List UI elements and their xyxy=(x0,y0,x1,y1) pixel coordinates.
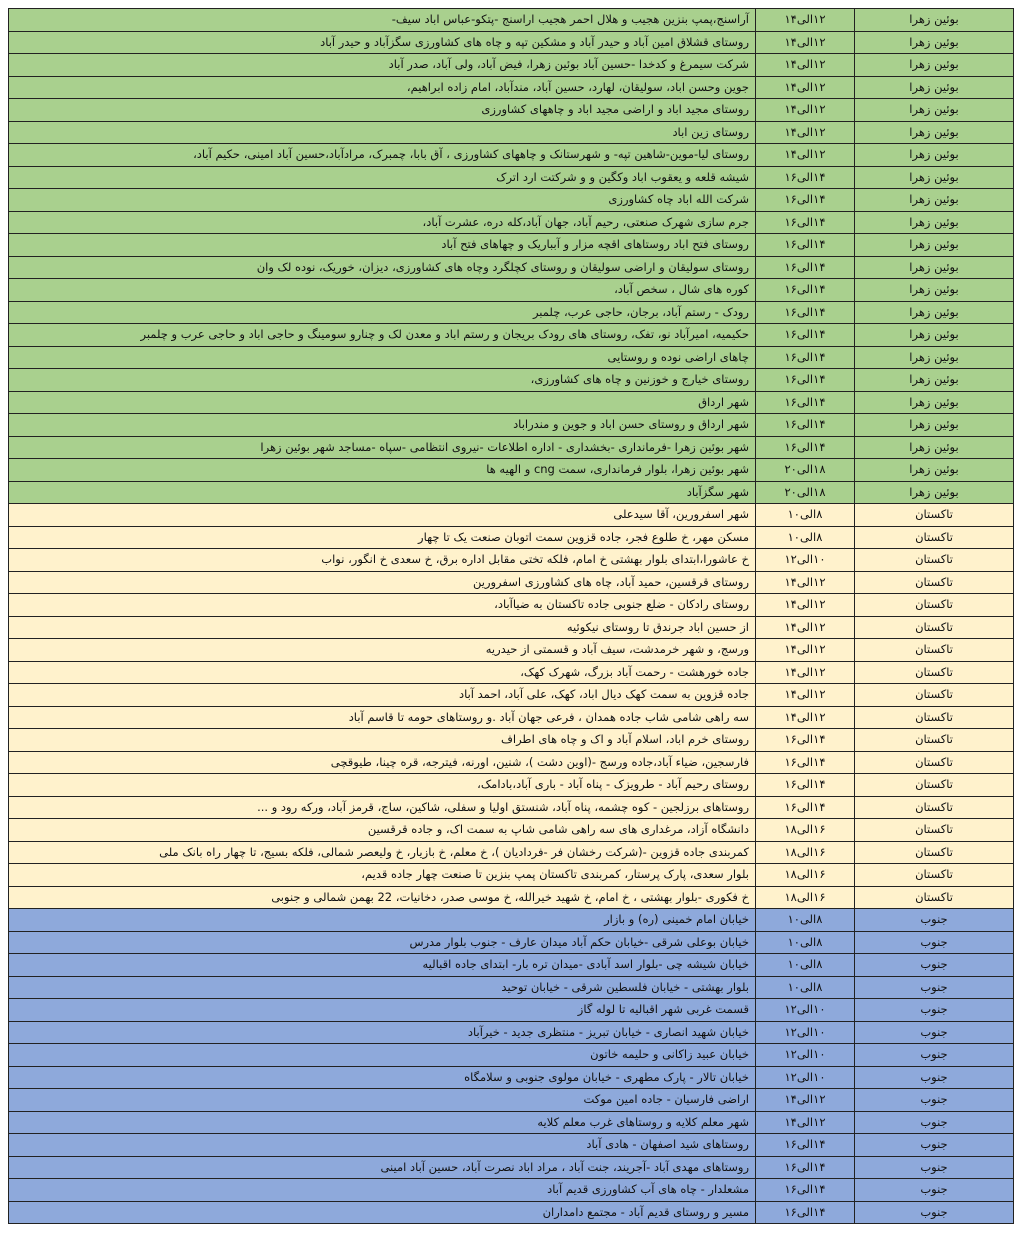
area-description-cell: بلوار بهشتی - خیابان فلسطین شرقی - خیابان توحید xyxy=(9,976,756,999)
region-cell: جنوب xyxy=(855,931,1014,954)
table-row xyxy=(9,234,1014,257)
region-cell: تاکستان xyxy=(855,639,1014,662)
area-description-cell: بلوار سعدی، پارک پرستار، کمربندی تاکستان پمپ بنزین تا صنعت چهار جاده قدیم، xyxy=(9,864,756,887)
region-cell: تاکستان xyxy=(855,841,1014,864)
region-cell: تاکستان xyxy=(855,796,1014,819)
area-description-cell: روستای خرم اباد، اسلام آباد و اک و چاه های اطراف xyxy=(9,729,756,752)
area-description-cell: اراضی فارسیان - جاده امین موکت xyxy=(9,1089,756,1112)
area-description-cell: چاهای اراضی نوده و روستایی xyxy=(9,346,756,369)
region-cell: جنوب xyxy=(855,976,1014,999)
area-description-cell: روستای زین اباد xyxy=(9,121,756,144)
time-range-cell: ۱۲الی۱۴ xyxy=(756,594,855,617)
table-row xyxy=(9,751,1014,774)
time-range-cell: ۱۲الی۱۴ xyxy=(756,684,855,707)
area-description-cell: جرم سازی شهرک صنعتی، رحیم آباد، جهان آباد،کله دره، عشرت آباد، xyxy=(9,211,756,234)
time-range-cell: ۱۰الی۱۲ xyxy=(756,999,855,1022)
region-cell: بوئین زهرا xyxy=(855,369,1014,392)
area-description-cell: روستای مجید اباد و اراضی مجید اباد و چاههای کشاورزی xyxy=(9,99,756,122)
region-cell: بوئین زهرا xyxy=(855,391,1014,414)
table-row xyxy=(9,369,1014,392)
table-row xyxy=(9,796,1014,819)
area-description-cell: قسمت غربی شهر اقبالیه تا لوله گاز xyxy=(9,999,756,1022)
table-row xyxy=(9,616,1014,639)
region-cell: جنوب xyxy=(855,909,1014,932)
region-cell: جنوب xyxy=(855,1179,1014,1202)
region-cell: جنوب xyxy=(855,1066,1014,1089)
time-range-cell: ۱۴الی۱۶ xyxy=(756,301,855,324)
region-cell: تاکستان xyxy=(855,594,1014,617)
time-range-cell: ۱۴الی۱۶ xyxy=(756,256,855,279)
region-cell: تاکستان xyxy=(855,684,1014,707)
area-description-cell: حکیمیه، امیرآباد نو، تفک، روستای های رودک بریجان و رستم اباد و معدن لک و چنارو سومینگ و حاجی اباد و حاجی عرب و چلمبر xyxy=(9,324,756,347)
area-description-cell: خ فکوری -بلوار بهشتی ، خ امام، خ شهید خیرالله، خ موسی صدر، دخانیات، 22 بهمن شمالی و جنوبی xyxy=(9,886,756,909)
time-range-cell: ۱۲الی۱۴ xyxy=(756,31,855,54)
region-cell: جنوب xyxy=(855,999,1014,1022)
region-cell: جنوب xyxy=(855,1044,1014,1067)
time-range-cell: ۱۴الی۱۶ xyxy=(756,369,855,392)
area-description-cell: خیابان امام خمینی (ره) و بازار xyxy=(9,909,756,932)
region-cell: بوئین زهرا xyxy=(855,144,1014,167)
table-row xyxy=(9,54,1014,77)
region-cell: بوئین زهرا xyxy=(855,166,1014,189)
table-row xyxy=(9,931,1014,954)
time-range-cell: ۱۴الی۱۶ xyxy=(756,729,855,752)
table-row xyxy=(9,121,1014,144)
region-cell: جنوب xyxy=(855,1201,1014,1224)
table-row xyxy=(9,819,1014,842)
area-description-cell: روستاهای مهدی آباد -آجریند، جنت آباد ، مراد اباد نصرت آباد، حسین آباد امینی xyxy=(9,1156,756,1179)
region-cell: جنوب xyxy=(855,1021,1014,1044)
region-cell: بوئین زهرا xyxy=(855,31,1014,54)
area-description-cell: کوره های شال ، سخص آباد، xyxy=(9,279,756,302)
region-cell: بوئین زهرا xyxy=(855,121,1014,144)
area-description-cell: روستای فتح اباد روستاهای اقچه مزار و آبباریک و چهاهای فتح آباد xyxy=(9,234,756,257)
area-description-cell: خیابان تالار - پارک مطهری - خیابان مولوی جنوبی و سلامگاه xyxy=(9,1066,756,1089)
area-description-cell: شهر ارداق xyxy=(9,391,756,414)
table-row xyxy=(9,1156,1014,1179)
time-range-cell: ۱۲الی۱۴ xyxy=(756,9,855,32)
table-row xyxy=(9,1021,1014,1044)
region-cell: بوئین زهرا xyxy=(855,54,1014,77)
time-range-cell: ۱۰الی۱۲ xyxy=(756,549,855,572)
region-cell: بوئین زهرا xyxy=(855,301,1014,324)
area-description-cell: روستای رحیم آباد - طرویزک - پناه آباد - باری آباد،بادامک، xyxy=(9,774,756,797)
table-row xyxy=(9,166,1014,189)
time-range-cell: ۱۰الی۱۲ xyxy=(756,1044,855,1067)
time-range-cell: ۱۴الی۱۶ xyxy=(756,1201,855,1224)
table-row xyxy=(9,189,1014,212)
table-row xyxy=(9,526,1014,549)
table-row xyxy=(9,661,1014,684)
area-description-cell: شهر معلم کلایه و روستاهای غرب معلم کلایه xyxy=(9,1111,756,1134)
region-cell: تاکستان xyxy=(855,526,1014,549)
area-description-cell: مسیر و روستای قدیم آباد - مجتمع دامداران xyxy=(9,1201,756,1224)
time-range-cell: ۱۲الی۱۴ xyxy=(756,76,855,99)
time-range-cell: ۸الی۱۰ xyxy=(756,909,855,932)
area-description-cell: خیابان بوعلی شرقی -خیابان حکم آباد میدان عارف - جنوب بلوار مدرس xyxy=(9,931,756,954)
area-description-cell: روستای رادکان - ضلع جنوبی جاده تاکستان به ضیاآباد، xyxy=(9,594,756,617)
time-range-cell: ۱۴الی۱۶ xyxy=(756,234,855,257)
table-row xyxy=(9,976,1014,999)
area-description-cell: جاده خورهشت - رحمت آباد بزرگ، شهرک کهک، xyxy=(9,661,756,684)
table-row xyxy=(9,31,1014,54)
table-row xyxy=(9,954,1014,977)
time-range-cell: ۱۴الی۱۶ xyxy=(756,346,855,369)
time-range-cell: ۱۸الی۲۰ xyxy=(756,481,855,504)
time-range-cell: ۱۲الی۱۴ xyxy=(756,144,855,167)
table-row xyxy=(9,1111,1014,1134)
time-range-cell: ۱۲الی۱۴ xyxy=(756,1111,855,1134)
time-range-cell: ۱۲الی۱۴ xyxy=(756,661,855,684)
region-cell: جنوب xyxy=(855,954,1014,977)
time-range-cell: ۱۴الی۱۶ xyxy=(756,1134,855,1157)
table-row xyxy=(9,481,1014,504)
table-row xyxy=(9,729,1014,752)
area-description-cell: شهر سگزآباد xyxy=(9,481,756,504)
area-description-cell: شهر ارداق و روستای حسن اباد و جوین و مندراباد xyxy=(9,414,756,437)
time-range-cell: ۸الی۱۰ xyxy=(756,931,855,954)
time-range-cell: ۱۶الی۱۸ xyxy=(756,841,855,864)
table-row xyxy=(9,9,1014,32)
table-row xyxy=(9,639,1014,662)
time-range-cell: ۱۴الی۱۶ xyxy=(756,774,855,797)
area-description-cell: آراسنج،پمپ بنزین هجیب و هلال احمر هجیب اراسنج -پتکو-عباس اباد سیف- xyxy=(9,9,756,32)
table-row xyxy=(9,594,1014,617)
area-description-cell: خ عاشورا،ابتدای بلوار بهشتی خ امام، فلکه تختی مقابل اداره برق، خ سعدی خ انگور، نواب xyxy=(9,549,756,572)
time-range-cell: ۱۲الی۱۴ xyxy=(756,1089,855,1112)
area-description-cell: ورسج، و شهر خرمدشت، سیف آباد و قسمتی از حیدریه xyxy=(9,639,756,662)
table-row xyxy=(9,324,1014,347)
table-row xyxy=(9,1089,1014,1112)
time-range-cell: ۱۶الی۱۸ xyxy=(756,886,855,909)
table-row xyxy=(9,256,1014,279)
area-description-cell: روستاهای شید اصفهان - هادی آباد xyxy=(9,1134,756,1157)
table-row xyxy=(9,99,1014,122)
time-range-cell: ۸الی۱۰ xyxy=(756,526,855,549)
region-cell: تاکستان xyxy=(855,706,1014,729)
region-cell: تاکستان xyxy=(855,864,1014,887)
region-cell: تاکستان xyxy=(855,571,1014,594)
time-range-cell: ۱۴الی۱۶ xyxy=(756,1156,855,1179)
time-range-cell: ۱۴الی۱۶ xyxy=(756,391,855,414)
region-cell: بوئین زهرا xyxy=(855,256,1014,279)
region-cell: بوئین زهرا xyxy=(855,76,1014,99)
region-cell: تاکستان xyxy=(855,729,1014,752)
table-row xyxy=(9,1179,1014,1202)
region-cell: تاکستان xyxy=(855,616,1014,639)
time-range-cell: ۸الی۱۰ xyxy=(756,976,855,999)
time-range-cell: ۱۲الی۱۴ xyxy=(756,616,855,639)
region-cell: بوئین زهرا xyxy=(855,481,1014,504)
area-description-cell: روستای قشلاق امین آباد و حیدر آباد و مشکین تپه و چاه های کشاورزی سگزآباد و حیدر آباد xyxy=(9,31,756,54)
region-cell: بوئین زهرا xyxy=(855,414,1014,437)
table-row xyxy=(9,864,1014,887)
table-row xyxy=(9,841,1014,864)
time-range-cell: ۱۴الی۱۶ xyxy=(756,279,855,302)
time-range-cell: ۱۶الی۱۸ xyxy=(756,819,855,842)
area-description-cell: شهر بوئین زهرا -فرمانداری -بخشداری - اداره اطلاعات -نیروی انتظامی -سپاه -مساجد شهر بوئین زهرا xyxy=(9,436,756,459)
time-range-cell: ۱۰الی۱۲ xyxy=(756,1066,855,1089)
table-row xyxy=(9,549,1014,572)
region-cell: جنوب xyxy=(855,1134,1014,1157)
time-range-cell: ۱۲الی۱۴ xyxy=(756,706,855,729)
time-range-cell: ۱۴الی۱۶ xyxy=(756,324,855,347)
table-row xyxy=(9,346,1014,369)
region-cell: بوئین زهرا xyxy=(855,279,1014,302)
region-cell: تاکستان xyxy=(855,751,1014,774)
region-cell: جنوب xyxy=(855,1111,1014,1134)
time-range-cell: ۱۸الی۲۰ xyxy=(756,459,855,482)
table-row xyxy=(9,436,1014,459)
table-row xyxy=(9,571,1014,594)
table-row xyxy=(9,706,1014,729)
area-description-cell: دانشگاه آزاد، مرغداری های سه راهی شامی شاپ به سمت اک، و جاده قرقسین xyxy=(9,819,756,842)
time-range-cell: ۱۲الی۱۴ xyxy=(756,121,855,144)
area-description-cell: مسکن مهر، خ طلوع فجر، جاده قزوین سمت اتوبان صنعت یک تا چهار xyxy=(9,526,756,549)
area-description-cell: روستای خیارج و خوزنین و چاه های کشاورزی، xyxy=(9,369,756,392)
table-row xyxy=(9,76,1014,99)
area-description-cell: مشعلدار - چاه های آب کشاورزی قدیم آباد xyxy=(9,1179,756,1202)
region-cell: تاکستان xyxy=(855,886,1014,909)
time-range-cell: ۸الی۱۰ xyxy=(756,954,855,977)
table-row xyxy=(9,414,1014,437)
area-description-cell: جوین وحسن اباد، سولیقان، لهارد، حسین آباد، مندآباد، امام زاده ابراهیم، xyxy=(9,76,756,99)
area-description-cell: از حسین اباد جرندق تا روستای نیکوئیه xyxy=(9,616,756,639)
table-body xyxy=(9,9,1014,1224)
region-cell: بوئین زهرا xyxy=(855,99,1014,122)
time-range-cell: ۱۲الی۱۴ xyxy=(756,639,855,662)
table-row xyxy=(9,1201,1014,1224)
time-range-cell: ۱۴الی۱۶ xyxy=(756,1179,855,1202)
region-cell: بوئین زهرا xyxy=(855,211,1014,234)
time-range-cell: ۱۲الی۱۴ xyxy=(756,571,855,594)
area-description-cell: شیشه قلعه و یعقوب اباد وکگین و و شرکتت ارد اترک xyxy=(9,166,756,189)
time-range-cell: ۱۶الی۱۸ xyxy=(756,864,855,887)
area-description-cell: رودک - رستم آباد، برجان، حاجی عرب، چلمبر xyxy=(9,301,756,324)
area-description-cell: فارسجین، ضیاء آباد،جاده ورسج -(اوین دشت )، شنین، اورنه، فیترجه، قره چینا، طیوقچی xyxy=(9,751,756,774)
table-row xyxy=(9,1044,1014,1067)
area-description-cell: سه راهی شامی شاب جاده همدان ، فرعی جهان آباد .و روستاهای حومه تا قاسم آباد xyxy=(9,706,756,729)
table-row xyxy=(9,301,1014,324)
time-range-cell: ۱۴الی۱۶ xyxy=(756,796,855,819)
region-cell: بوئین زهرا xyxy=(855,346,1014,369)
time-range-cell: ۸الی۱۰ xyxy=(756,504,855,527)
time-range-cell: ۱۴الی۱۶ xyxy=(756,166,855,189)
region-cell: بوئین زهرا xyxy=(855,9,1014,32)
table-row xyxy=(9,504,1014,527)
time-range-cell: ۱۴الی۱۶ xyxy=(756,751,855,774)
table-row xyxy=(9,1066,1014,1089)
region-cell: بوئین زهرا xyxy=(855,436,1014,459)
region-cell: بوئین زهرا xyxy=(855,459,1014,482)
area-description-cell: خیابان شهید انصاری - خیابان تبریز - منتظری جدید - خیرآباد xyxy=(9,1021,756,1044)
time-range-cell: ۱۴الی۱۶ xyxy=(756,414,855,437)
area-description-cell: روستای لیا-موین-شاهین تپه- و شهرستانک و چاههای کشاورزی ، آق بابا، چمبرک، مرادآباد،حسین آباد امینی، حکیم آباد، xyxy=(9,144,756,167)
area-description-cell: جاده قزوین به سمت کهک دیال اباد، کهک، علی آباد، احمد آباد xyxy=(9,684,756,707)
table-row xyxy=(9,211,1014,234)
table-row xyxy=(9,1134,1014,1157)
table-row xyxy=(9,459,1014,482)
area-description-cell: شهر بوئین زهرا، بلوار فرمانداری، سمت cng و الهیه ها xyxy=(9,459,756,482)
table-row xyxy=(9,909,1014,932)
region-cell: جنوب xyxy=(855,1156,1014,1179)
table-row xyxy=(9,144,1014,167)
area-description-cell: روستاهای برزلجین - کوه چشمه، پناه آباد، شنستق اولیا و سفلی، شاکین، ساج، قرمز آباد، ورکه رود و ... xyxy=(9,796,756,819)
time-range-cell: ۱۰الی۱۲ xyxy=(756,1021,855,1044)
region-cell: بوئین زهرا xyxy=(855,189,1014,212)
area-description-cell: شهر اسفرورین، آقا سیدعلی xyxy=(9,504,756,527)
region-cell: بوئین زهرا xyxy=(855,234,1014,257)
region-cell: بوئین زهرا xyxy=(855,324,1014,347)
table-row xyxy=(9,774,1014,797)
area-description-cell: خیابان عبید زاکانی و حلیمه خاتون xyxy=(9,1044,756,1067)
time-range-cell: ۱۴الی۱۶ xyxy=(756,211,855,234)
time-range-cell: ۱۲الی۱۴ xyxy=(756,54,855,77)
region-cell: تاکستان xyxy=(855,504,1014,527)
time-range-cell: ۱۴الی۱۶ xyxy=(756,436,855,459)
area-description-cell: شرکت سیمرغ و کدخدا -حسین آباد بوئین زهرا، فیض آباد، ولی آباد، صدر آباد xyxy=(9,54,756,77)
region-cell: جنوب xyxy=(855,1089,1014,1112)
area-description-cell: شرکت الله اباد چاه کشاورزی xyxy=(9,189,756,212)
region-cell: تاکستان xyxy=(855,774,1014,797)
outage-schedule-table xyxy=(8,8,1014,1224)
area-description-cell: روستای سولیقان و اراضی سولیقان و روستای کچلگرد وچاه های کشاورزی، دیزان، خوریک، نوده لک وان xyxy=(9,256,756,279)
area-description-cell: روستای قرقسین، حمید آباد، چاه های کشاورزی اسفرورین xyxy=(9,571,756,594)
table-row xyxy=(9,279,1014,302)
table-row xyxy=(9,999,1014,1022)
region-cell: تاکستان xyxy=(855,549,1014,572)
time-range-cell: ۱۴الی۱۶ xyxy=(756,189,855,212)
table-row xyxy=(9,391,1014,414)
area-description-cell: خیابان شیشه چی -بلوار اسد آبادی -میدان تره بار- ابتدای جاده اقبالیه xyxy=(9,954,756,977)
region-cell: تاکستان xyxy=(855,661,1014,684)
time-range-cell: ۱۲الی۱۴ xyxy=(756,99,855,122)
table-row xyxy=(9,886,1014,909)
area-description-cell: کمربندی جاده قزوین -(شرکت رخشان فر -فردادیان )، خ معلم، خ بازیار، خ ولیعصر شمالی، فلکه بسیج، تا چهار راه بانک ملی xyxy=(9,841,756,864)
table-row xyxy=(9,684,1014,707)
region-cell: تاکستان xyxy=(855,819,1014,842)
